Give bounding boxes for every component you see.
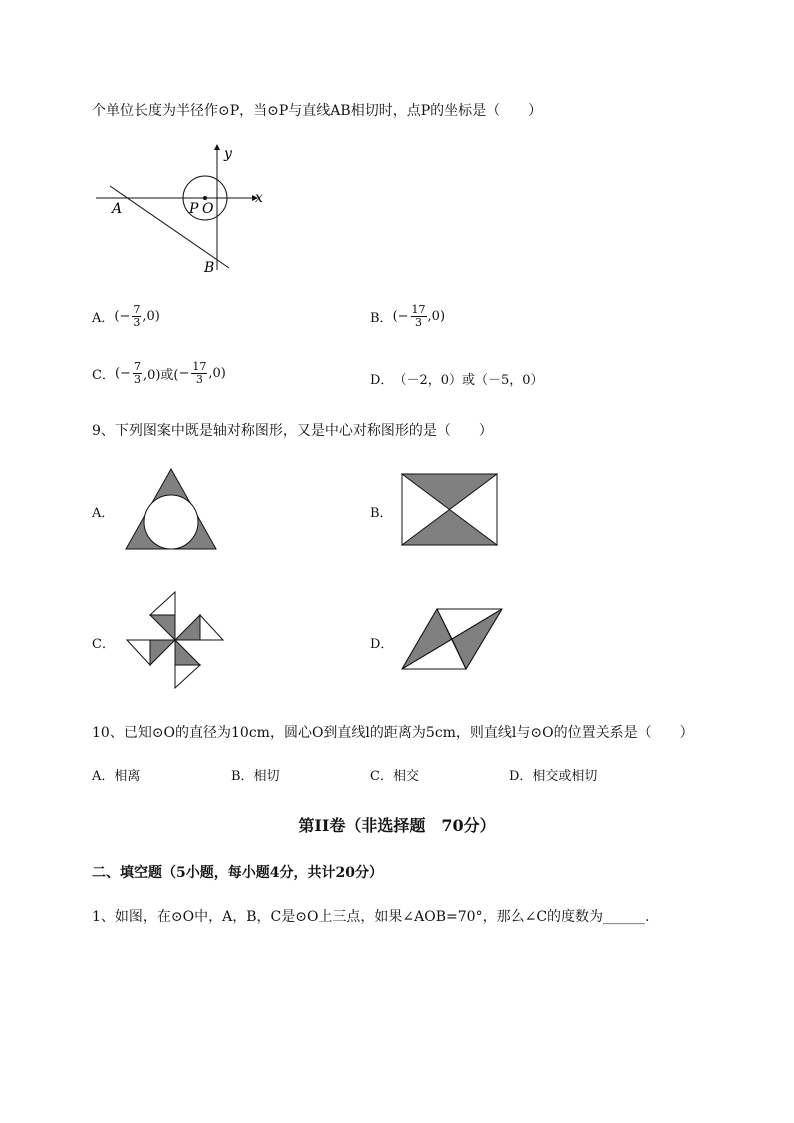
q8-option-c: C． ( − $\frac{7}{3}$ ,0)或( − $\frac{17}{3}$ ,0)	[92, 360, 226, 386]
q9-stem: 9、下列图案中既是轴对称图形，又是中心对称图形的是（ ）	[92, 423, 493, 439]
q10-option-d: D．相交或相切	[509, 769, 598, 784]
q8-figure	[92, 140, 272, 280]
pinwheel-blade	[175, 640, 200, 665]
q9-figure-c	[125, 590, 225, 690]
pinwheel-blade	[175, 665, 200, 688]
pinwheel-blade	[150, 615, 175, 640]
q9-label-a: A．	[92, 506, 115, 521]
q10-option-b: B．相切	[231, 769, 280, 784]
pinwheel-blade	[150, 592, 175, 615]
q9-figure-d	[400, 606, 510, 672]
label-a: A	[112, 201, 123, 217]
q10-option-c: C．相交	[370, 769, 419, 784]
q9-label-d: D．	[370, 637, 394, 652]
label-o: O	[202, 201, 214, 217]
y-arrow	[214, 144, 220, 150]
fill-question-1: 1、如图，在⊙O中，A，B，C是⊙O上三点，如果∠AOB=70°，那么∠C的度数为______.	[92, 909, 650, 925]
inscribed-circle	[144, 495, 198, 549]
fraction: $\frac{17}{3}$	[192, 360, 207, 386]
q8-stem: 个单位长度为半径作⊙P，当⊙P与直线AB相切时，点P的坐标是（ ）	[92, 103, 543, 119]
q8-option-d: D． （－2，0）或（－5，0）	[370, 373, 544, 388]
fraction: $\frac{7}{3}$	[133, 360, 141, 386]
q10-stem: 10、已知⊙O的直径为10cm，圆心O到直线l的距离为5cm，则直线l与⊙O的位置关系是（ ）	[92, 725, 694, 741]
label-p: P	[189, 201, 199, 217]
q9-label-c: C．	[92, 637, 115, 652]
label-b: B	[204, 260, 215, 276]
part2-title: 第II卷（非选择题 70分）	[298, 816, 496, 835]
q9-figure-a	[122, 466, 222, 552]
q9-label-b: B．	[370, 506, 393, 521]
label-y: y	[224, 146, 232, 162]
pinwheel-blade	[127, 640, 150, 665]
point-p	[203, 196, 207, 200]
q8-option-a: A． ( − $\frac{7}{3}$ ,0)	[92, 303, 160, 329]
pinwheel-blade	[200, 615, 223, 640]
pinwheel-blade	[175, 615, 200, 640]
label-x: x	[255, 190, 263, 206]
q9-figure-b	[401, 472, 501, 548]
fraction: $\frac{7}{3}$	[133, 303, 141, 329]
section2-heading: 二、填空题（5小题，每小题4分，共计20分）	[92, 865, 383, 881]
q8-option-b: B． ( − $\frac{17}{3}$ ,0)	[370, 303, 446, 329]
pinwheel-blade	[150, 640, 175, 665]
q10-option-a: A．相离	[92, 769, 141, 784]
fraction: $\frac{17}{3}$	[411, 303, 426, 329]
